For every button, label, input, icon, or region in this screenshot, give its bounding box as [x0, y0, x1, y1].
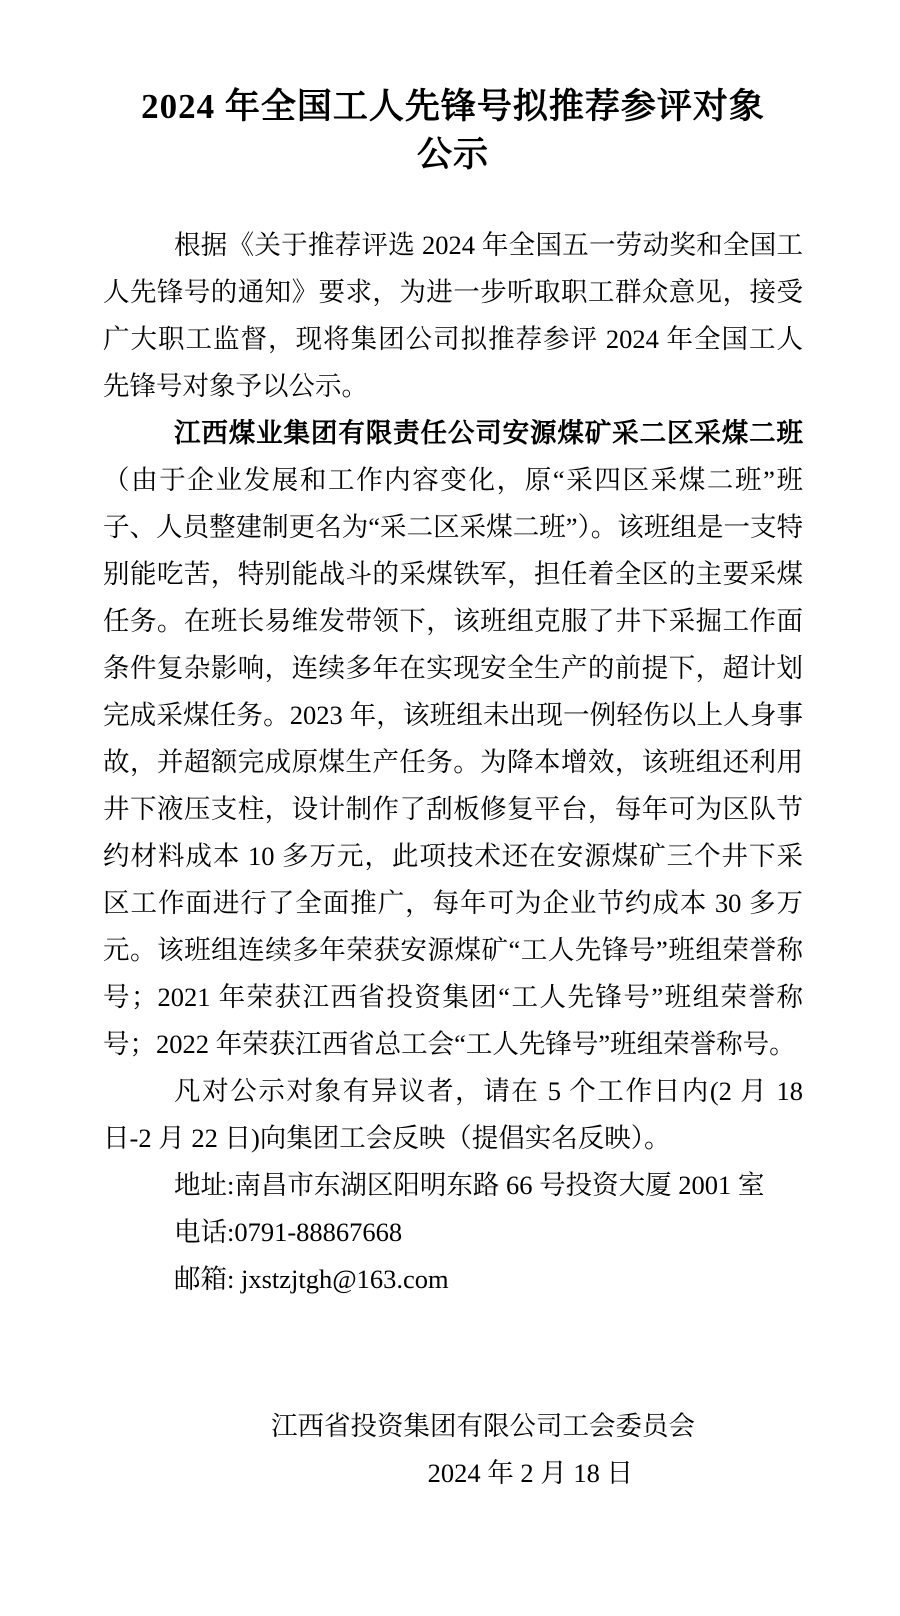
paragraph-unit	[103, 410, 803, 1068]
paragraph-intro: 根据《关于推荐评选 2024 年全国五一劳动奖和全国工人先锋号的通知》要求，为进一步听取职工群众意见，接受广大职工监督，现将集团公司拟推荐参评 2024 年全国工人先锋号对象予以公示。	[103, 230, 803, 401]
contact-address: 地址:南昌市东湖区阳明东路 66 号投资大厦 2001 室	[174, 1170, 765, 1200]
contact-phone: 电话:0791-88867668	[174, 1217, 403, 1247]
document-title	[103, 83, 803, 179]
signature-organization: 江西省投资集团有限公司工会委员会	[271, 1411, 695, 1441]
document-title-line-2: 公示	[416, 135, 489, 174]
unit-name-bold: 江西煤业集团有限责任公司安源煤矿采二区采煤二班	[174, 418, 803, 448]
unit-description: （由于企业发展和工作内容变化，原“采四区采煤二班”班子、人员整建制更名为“采二区采煤二班”）。该班组是一支特别能吃苦，特别能战斗的采煤铁军，担任着全区的主要采煤任务。在班长易维发带领下，该班组克服了井下采掘工作面条件复杂影响，连续多年在实现安全生产的前提下，超计划完成采煤任务。2023 年，该班组未出现一例轻伤以上人身事故，并超额完成原煤生产任务。为降本增效，该班组还利用井下液压支柱，设计制作了刮板修复平台，每年可为区队节约材料成本 10 多万元，此项技术还在安源煤矿三个井下采区工作面进行了全面推广，每年可为企业节约成本 30 多万元。该班组连续多年荣获安源煤矿“工人先锋号”班组荣誉称号；2021 年荣获江西省投资集团“工人先锋号”班组荣誉称号；2022 年荣获江西省总工会“工人先锋号”班组荣誉称号。	[103, 465, 803, 1059]
paragraph-objection-notice: 凡对公示对象有异议者，请在 5 个工作日内(2 月 18 日-2 月 22 日)向集团工会反映（提倡实名反映）。	[103, 1076, 803, 1153]
document-body	[103, 222, 803, 1497]
signature-date: 2024 年 2 月 18 日	[427, 1458, 633, 1488]
signature-block	[103, 1403, 803, 1497]
contact-email: 邮箱: jxstzjtgh@163.com	[174, 1264, 449, 1294]
document-title-line-1: 2024 年全国工人先锋号拟推荐参评对象	[141, 87, 765, 126]
